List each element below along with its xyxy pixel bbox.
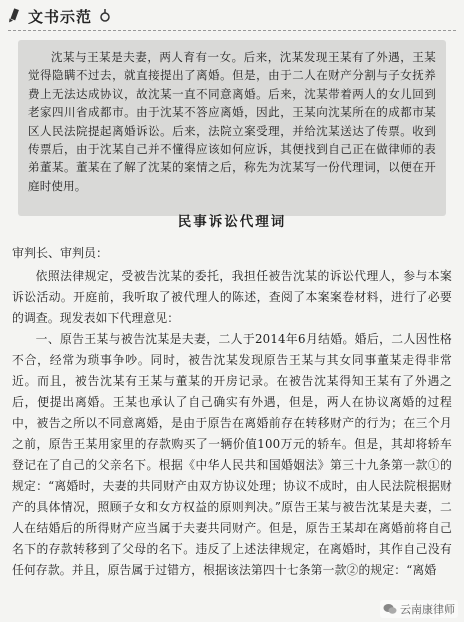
pencil-icon <box>8 8 22 24</box>
document-title: 民事诉讼代理词 <box>177 214 287 230</box>
salutation: 审判长、审判员： <box>12 246 109 260</box>
paragraph: 依照法律规定，受被告沈某的委托，我担任被告沈某的诉讼代理人，参与本案诉讼活动。开庭前，我听取了被代理人的陈述，查阅了本案案卷材料，进行了必要的调查。现发表如下代理意见： <box>12 269 452 325</box>
header-divider <box>8 30 456 32</box>
pencil-icon <box>98 8 112 24</box>
case-description-box <box>18 40 446 216</box>
paragraph: 一、原告王某与被告沈某是夫妻，二人于2014年6月结婚。婚后，二人因性格不合，经常为琐事争吵。同时，被告沈某发现原告王某与其女同事董某走得非常近。而且，被告沈某有王某与董某的开房记录。在被告沈某得知王某有了外遇之后，便提出离婚。王某也承认了自己确实有外遇，但是，两人在协议离婚的过程中，被告之所以不同意离婚，是由于原告在离婚前存在转移财产的行为；在三个月之前，原告王某用家里的存款购买了一辆价值100万元的轿车。但是，其却将轿车登记在了自己的父亲名下。根据《中华人民共和国婚姻法》第三十九条第一款①的规定：“离婚时，夫妻的共同财产由双方协议处理；协议不成时，由人民法院根据财产的具体情况，照顾子女和女方权益的原则判决。”原告王某与被告沈某是夫妻，二人在结婚后的所得财产应当属于夫妻共同财产。但是，原告王某却在离婚前将自己名下的存款转移到了父母的名下。违反了上述法律规定，在离婚时，其作自己没有任何存款。并且，原告属于过错方，根据该法第四十七条第一款②的规定：“离婚 <box>12 332 452 577</box>
section-header <box>8 4 112 28</box>
case-description-text: 沈某与王某是夫妻，两人育有一女。后来，沈某发现王某有了外遇，王某觉得隐瞒不过去，就直接提出了离婚。但是，由于二人在财产分割与子女抚养费上无法达成协议，故沈某一直不同意离婚。后来，沈某带着两人的女儿回到老家四川省成都市。由于沈某不答应离婚，因此，王某向沈某所在的成都市某区人民法院提起离婚诉讼。后来，法院立案受理，并给沈某送达了传票。收到传票后，由于沈某自己并不懂得应该如何应诉，其便找到自己正在做律师的表弟董某。董某在了解了沈某的案情之后，称先为沈某写一份代理词，以便在开庭时使用。 <box>28 50 436 193</box>
wechat-icon <box>383 603 397 615</box>
watermark <box>380 600 458 618</box>
section-title: 文书示范 <box>28 7 93 26</box>
document-body <box>12 266 452 581</box>
watermark-text: 云南康律师 <box>400 603 455 616</box>
